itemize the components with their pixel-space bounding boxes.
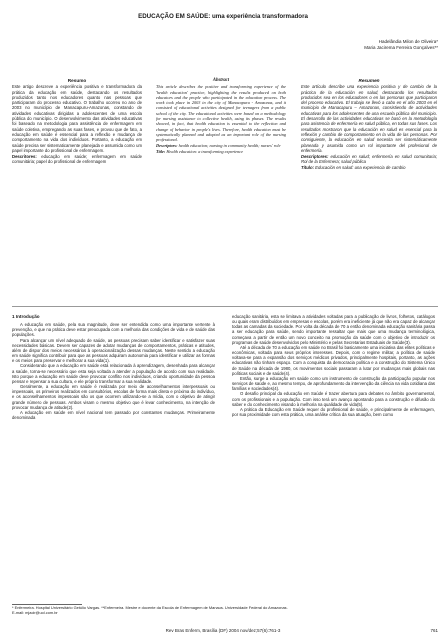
section-heading-introduction: 1 Introdução — [12, 314, 40, 319]
abstract-en-title-text: Health education: a transforming experience — [166, 148, 244, 154]
abstract-en-keywords-label: Descriptors: — [156, 143, 178, 149]
abstract-es-text: Este artículo describe una experiencia positiva y de cambio de la práctica de la educación en salud, destacando los resultados producidos sea en los educadores o en las personas que participaron del proceso educativo. El trabajo se llevó a cabo en el año 2003 en el municipio de Manacapuru – Amazonas, consistiendo de actividades educativas para los adolescentes de una escuela pública del municipio. El desarrollo de las actividades educativas se basó en la metodología para asistencia de enfermería en salud pública, en todas sus fases. Los resultados mostraron que la educación en salud es esencial para la reflexión y cambio de comportamiento en la vida de las personas. Por consiguiente, la educación en salud necesita ser sistemáticamente planeada y asumida como un rol importante del profesional de enfermería. — [301, 84, 437, 153]
abstract-spanish — [301, 78, 437, 170]
footnote-affiliations: * Enfermeira. Hospital Universitário Getúlio Vargas. **Enfermeira. Mestre e docente da Escola de Enfermagem de Manaus. Universidade Federal do Amazonas. — [12, 605, 288, 610]
body-paragraph: A prática da Educação em Saúde requer do profissional de saúde, e principalmente de enfermagem, por sua proximidade com esta prática, uma análise crítica da sua atuação, bem como — [232, 406, 435, 417]
footnote-email: E-mail: mjacir@uol.com.br — [12, 609, 58, 615]
body-paragraph: A educação em saúde, pela sua magnitude, deve ser entendida como uma importante vertente à prevenção, e que na prática deve estar preocupada com a melhoria das condições de vida e de saúde das populações. — [12, 322, 215, 338]
body-paragraph: Até a década de 70 a educação em saúde no Brasil foi basicamente uma iniciativa das elites políticas e econômicas, voltada para seus próprios interesses. Depois, com o regime militar, a política de saúde voltava-se para a expansão dos serviços médicos privados, principalmente hospitais, portanto, as ações educativas não tinham espaço. Com a conquista da democracia política e a construção do Sistema Único de Saúde na década de 1980, os movimentos sociais passaram a lutar por mudanças mais globais nas políticas sociais e de saúde(4). — [232, 344, 435, 376]
abstract-en-title-label: Title: — [156, 148, 166, 154]
abstract-english — [156, 78, 286, 154]
abstract-pt-keywords — [12, 154, 142, 165]
body-paragraph: Considerando que a educação em saúde está relacionada à aprendizagem, desenhada para alcançar a saúde, torna-se necessário que esta seja voltada a atender a população de acordo com sua realidade. Isto porque a educação em saúde deve provocar conflito nos indivíduos, criando oportunidade da pessoa pensar e repensar a sua cultura, e ele próprio transformar a sua realidade. — [12, 363, 215, 384]
abstract-pt-heading: Resumo — [67, 78, 87, 83]
abstract-es-title — [301, 165, 437, 170]
abstract-en-keywords — [156, 143, 286, 148]
abstract-pt-keywords-text: educação em saúde; enfermagem em saúde comunitária; papel do profissional de enfermagem — [12, 153, 143, 164]
body-paragraph: Geralmente, a educação em saúde é realizada por meio de aconselhamentos interpessoais ou impessoais, os primeiros realizados em consultórios, escolas de forma mais direta e próxima do indivíduo, e os aconselhamentos impessoais são os que ocorrem utilizando-se a mídia, com o objetivo de atingir grande número de pessoas. Ambos visam o mesmo objetivo que é levar conhecimento, na intenção de provocar mudança de atitude(2). — [12, 384, 215, 410]
article-title: EDUCAÇÃO EM SAÚDE: uma experiência transformadora — [138, 13, 308, 20]
abstract-es-heading: Resumen — [358, 78, 380, 83]
body-column-left — [12, 314, 215, 420]
abstract-portuguese — [12, 78, 142, 164]
abstract-pt-keywords-label: Descritores: — [12, 153, 37, 159]
body-paragraph: Então, surge a educação em saúde como um instrumento de construção da participação popular nos serviços de saúde e, ao mesmo tempo, de aprofundamento da intervenção da ciência na vida cotidiana das famílias e sociedades(4). — [232, 375, 435, 392]
footnotes — [12, 606, 432, 616]
abstract-es-keywords-label: Descriptores: — [301, 153, 329, 159]
abstract-pt-text: Este artigo descreve a experiência positiva e transformadora da prática da educação em saúde, destacando os resultados produzidos tanto nos educadores quanto nas pessoas que participaram do processo educativo. O trabalho ocorreu no ano de 2003 no município de Manacapuru-Amazonas, constando de atividades educativas dirigidas a adolescentes de uma escola pública do município. O desenvolvimento das atividades educativas foi baseado na metodologia para assistência de enfermagem em saúde coletiva, empregando as suas fases, e provou que de fato, a educação em saúde é essencial para a reflexão e mudança de comportamento na vida dos indivíduos. Portanto, a educação em saúde precisa ser sistematicamente planejada e assumida como um papel importante do profissional de enfermagem. — [12, 84, 142, 153]
author-list — [364, 39, 438, 51]
author-1: Hadelândia Milon de Oliveira* — [378, 39, 438, 44]
body-paragraph: O desafio principal da educação em Saúde é trazer abertura para debates no âmbito governamental, com os profissionais e a população. Com isso terá um avanço apontando para a construção e difusão do saber e do conhecimento visando à melhoria na qualidade de vida(5). — [232, 391, 435, 407]
body-paragraph: educação sanitária, esta se limitava a atividades voltadas para a publicação de livros, folhetos, catálogos ou quais eram distribuídos em empresas e escolas, porém era ineficiente já que não era capaz de alcançar todas as camadas da sociedade. Por volta da década de 70 a então denominada educação sanitária passa a ser educação para saúde, sendo importante ressaltar que mais que uma mudança terminológica, começava a partir de então um novo conceito na promoção da saúde com o objetivo de introduzir os programas de saúde desenvolvidos pelo Ministério e pelas Secretarias Estaduais de Saúde(3). — [232, 314, 435, 345]
abstract-es-title-label: Título: — [301, 164, 314, 170]
body-paragraph: Para alcançar um nível adequado de saúde, as pessoas precisam saber identificar e satisfazer suas necessidades básicas. Devem ser capazes de adotar mudanças de comportamentos, práticas e atitudes, além de dispor dos meios necessários à operacionalização dessas mudanças. Neste sentido a educação em saúde significa contribuir para que as pessoas adquiram autonomia para identificar e utilizar as formas e os meios para preservar e melhorar a sua vida(1). — [12, 337, 215, 364]
abstract-es-keywords — [301, 154, 437, 165]
body-column-right — [232, 314, 435, 417]
author-2: Maria Jacirema Ferreira Gonçalves** — [364, 45, 438, 50]
section-divider — [12, 306, 438, 307]
abstract-en-keywords-text: health education; nursing in community health; nurses' role — [178, 143, 281, 149]
journal-reference: Rev Bras Enferm, Brasília (DF) 2004 nov/dez;57(6):761-3 — [165, 628, 281, 633]
body-paragraph: A educação em saúde em nível nacional tem passado por constantes mudanças. Primeiramente denominada — [12, 409, 215, 420]
abstract-es-keywords-text: educación en salud; enfermería en salud comunitaria; Rol de la Enfermera; salud pública — [301, 153, 437, 164]
abstract-en-heading: Abstract — [212, 78, 230, 83]
abstract-en-text: This article describes the positive and transforming experience of the 'health education' practice, highlighting the results produced on both educators and the people who participated in the education process. The work took place in 2003 in the city of Manacapuru - Amazonas, and it consisted of educational activities designed for teenagers from a public school of the city. The educational activities were based on a methodology for nursing assistance to collective health, using its phases. The results showed, in fact, that health education is essential to the reflection and change of behavior in people's lives. Therefore, health education must be systematically planned and adopted as an important role of the nursing professional. — [156, 84, 286, 143]
abstract-es-title-text: Educación en salud: una experiencia de cambio — [315, 164, 406, 170]
abstract-en-title — [156, 149, 286, 154]
page-number: 761 — [430, 628, 438, 633]
